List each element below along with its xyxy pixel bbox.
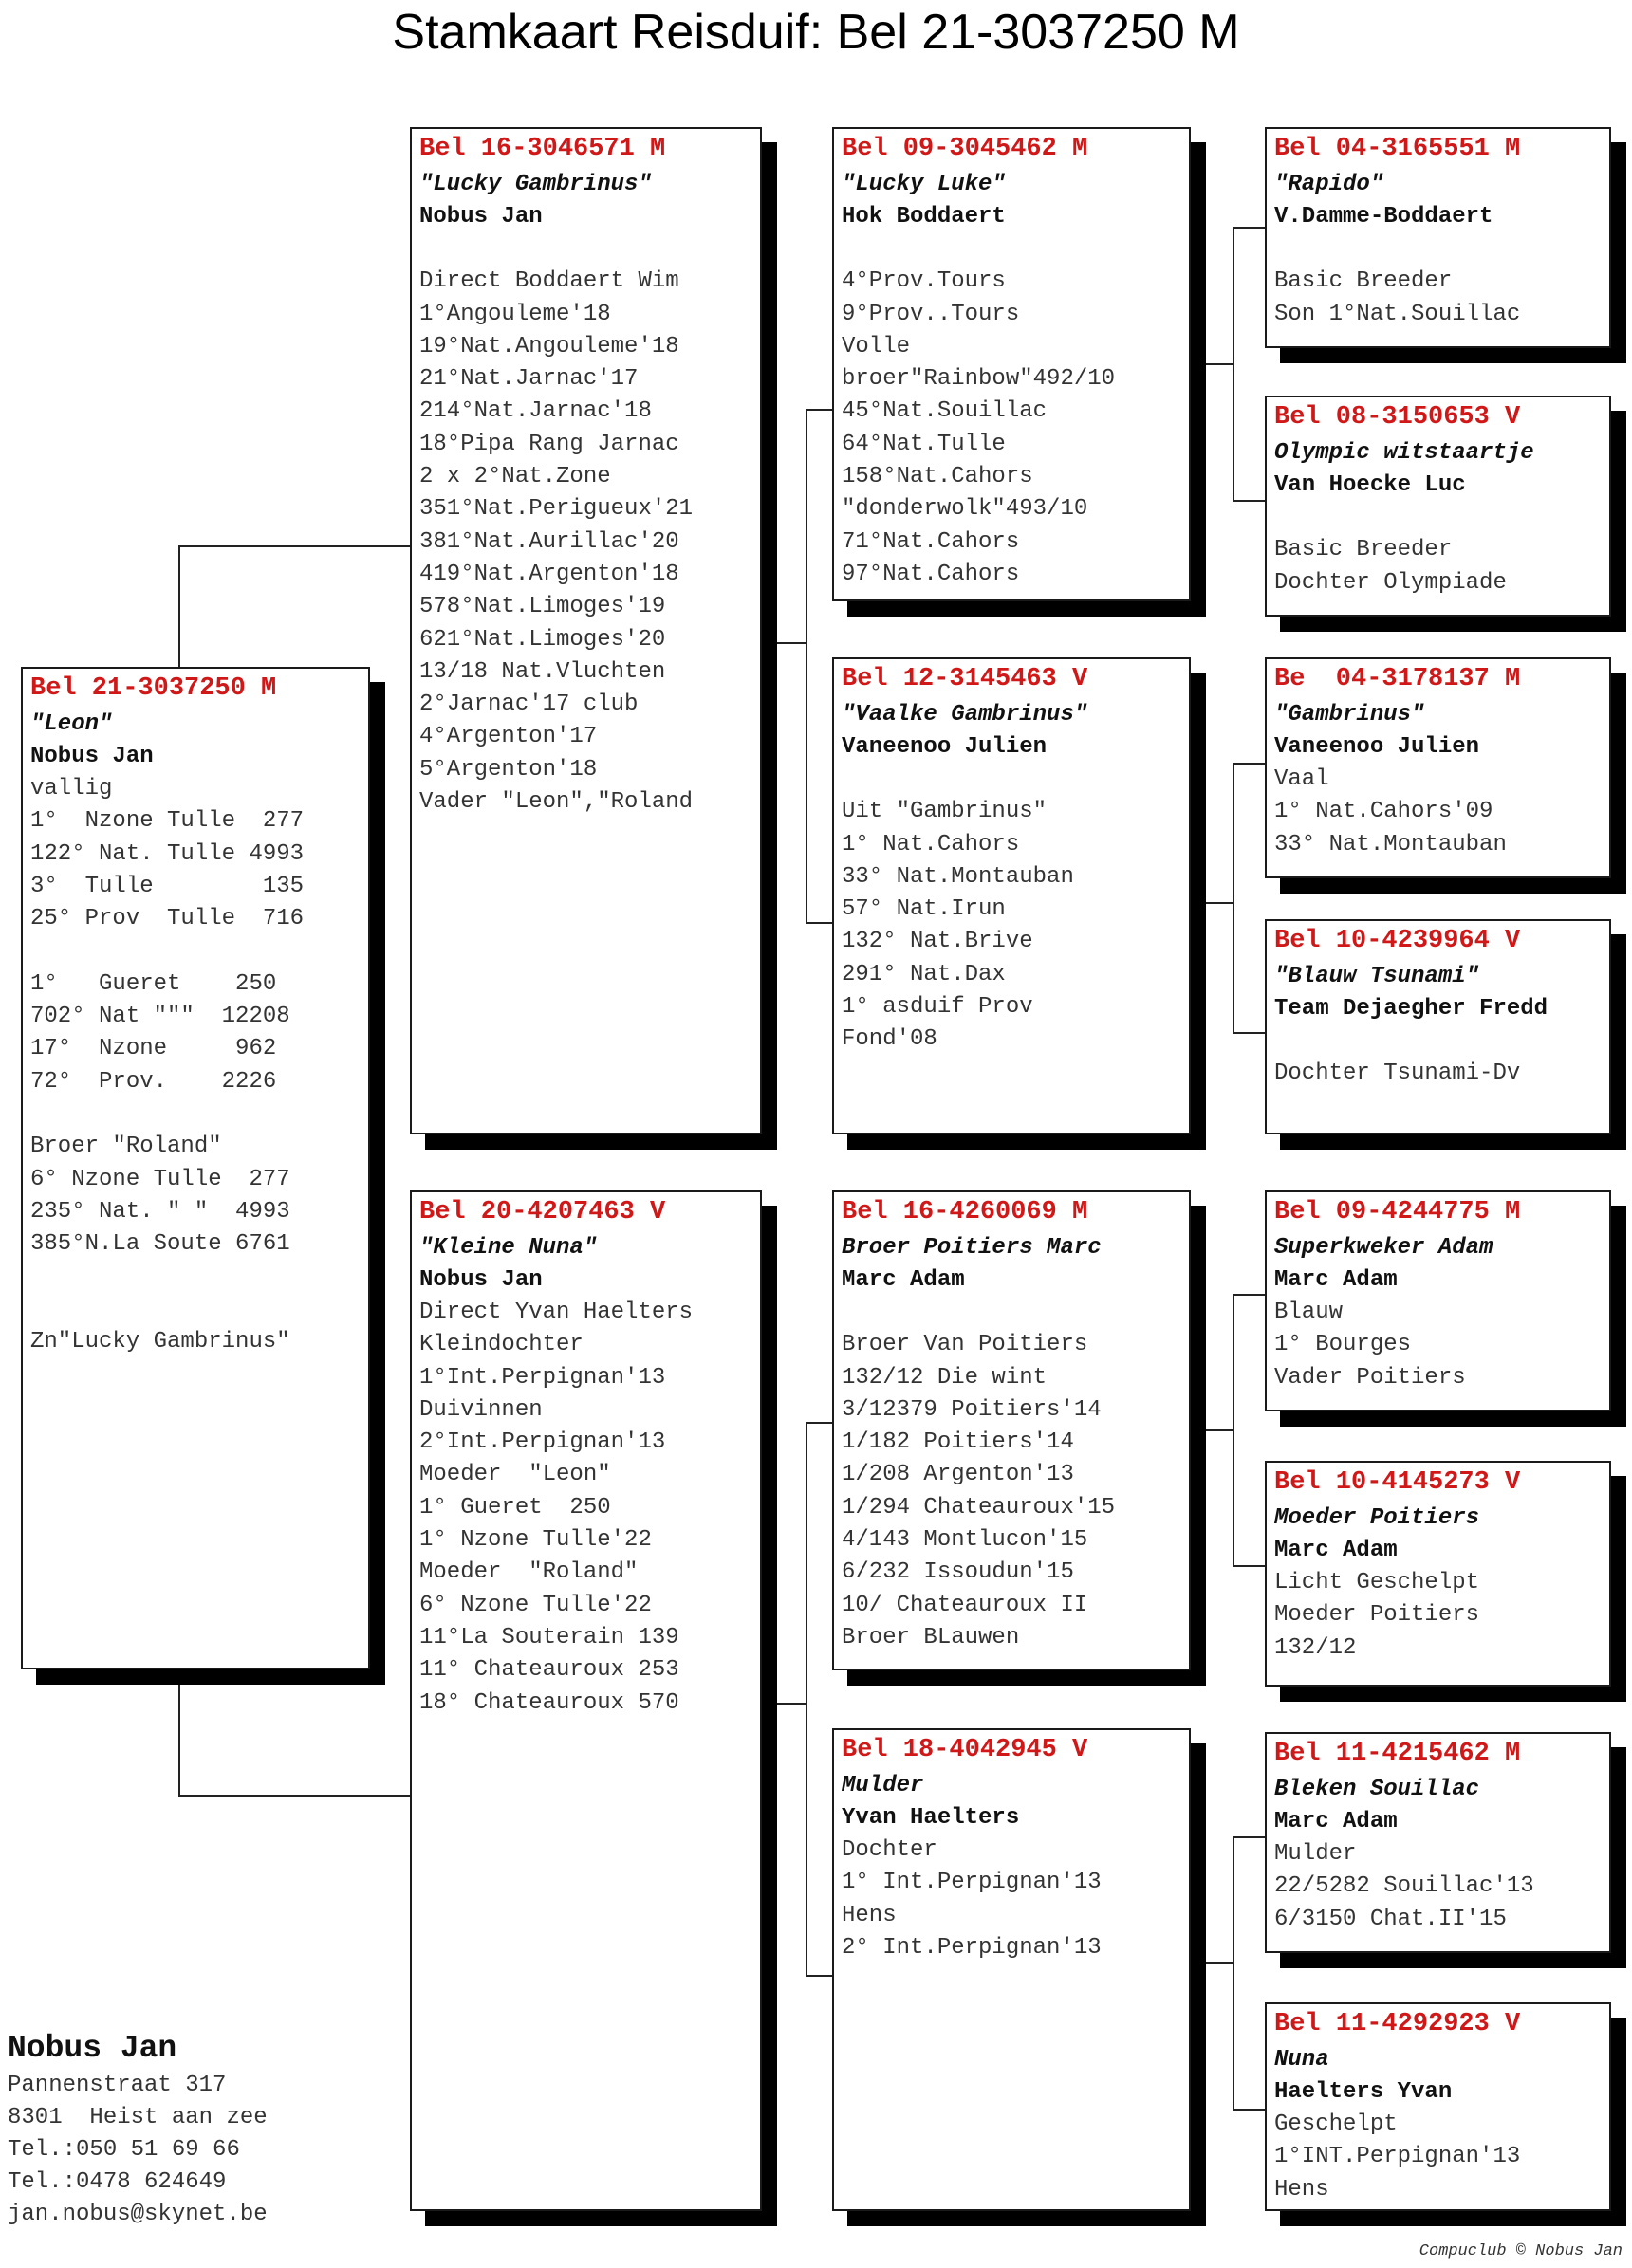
result-line: 1° Nzone Tulle'22 [419, 1527, 652, 1554]
ring-number: Bel 12-3145463 V [842, 665, 1088, 693]
result-line: Licht Geschelpt [1274, 1570, 1480, 1595]
result-line: Broer BLauwen [842, 1624, 1020, 1650]
result-line: Hens [842, 1902, 897, 1928]
ring-number: Bel 11-4215462 M [1274, 1740, 1521, 1768]
owner-name: Marc Adam [842, 1267, 965, 1293]
result-lines [1274, 1838, 1602, 1936]
result-line: Vader Poitiers [1274, 1364, 1466, 1391]
ring-number: Bel 11-4292923 V [1274, 2010, 1521, 2038]
result-line: Vaal [1274, 766, 1329, 792]
pigeon-card-gg5 [1265, 1190, 1611, 1411]
result-line [842, 764, 1181, 796]
pigeon-name: "Gambrinus" [1274, 702, 1425, 728]
owner-name: V.Damme-Boddaert [1274, 204, 1493, 230]
result-lines [30, 773, 361, 1358]
result-lines [1274, 502, 1602, 599]
pigeon-name: Mulder [842, 1773, 924, 1798]
result-line: 11° Chateauroux 253 [419, 1657, 679, 1684]
result-line: 385°N.La Soute 6761 [30, 1231, 290, 1258]
result-line: 621°Nat.Limoges'20 [419, 626, 666, 653]
connector-gg1 [1191, 228, 1265, 364]
owner-name: Vaneenoo Julien [1274, 734, 1480, 760]
pigeon-name: "Lucky Luke" [842, 172, 1006, 197]
ring-number: Bel 16-4260069 M [842, 1198, 1088, 1226]
connector-gg5 [1191, 1295, 1265, 1430]
pigeon-name: Bleken Souillac [1274, 1777, 1480, 1802]
pigeon-name: "Lucky Gambrinus" [419, 172, 652, 197]
result-line: 381°Nat.Aurillac'20 [419, 528, 679, 555]
result-line [30, 1098, 361, 1131]
pigeon-card-granddam-maternal [832, 1728, 1191, 2211]
breeder-name: Nobus Jan [8, 2031, 177, 2066]
result-line [30, 1294, 361, 1326]
result-line: 6/232 Issoudun'15 [842, 1559, 1074, 1586]
result-line: Basic Breeder [1274, 268, 1453, 295]
result-line: 1° Int.Perpignan'13 [842, 1870, 1102, 1896]
owner-name: Marc Adam [1274, 1267, 1398, 1293]
connector-dam-granddam [807, 1704, 832, 1976]
result-line: 1/182 Poitiers'14 [842, 1429, 1074, 1456]
result-lines [1274, 1297, 1602, 1394]
result-line: 2°Jarnac'17 club [419, 691, 639, 718]
result-line: 1/208 Argenton'13 [842, 1462, 1074, 1488]
connector-gg3 [1191, 764, 1265, 903]
result-line: vallig [30, 776, 113, 802]
pigeon-name: Olympic witstaartje [1274, 440, 1534, 466]
owner-name: Hok Boddaert [842, 204, 1006, 230]
connector-gg7 [1191, 1837, 1265, 1963]
result-line: 1°INT.Perpignan'13 [1274, 2144, 1521, 2170]
connector-sire-granddam [807, 643, 832, 923]
pigeon-name: "Rapido" [1274, 172, 1384, 197]
result-lines [842, 233, 1181, 591]
result-line: 33° Nat.Montauban [842, 863, 1074, 890]
ring-number: Bel 09-3045462 M [842, 135, 1088, 163]
pigeon-card-sire [410, 127, 762, 1134]
result-line: Moeder "Roland" [419, 1559, 639, 1586]
connector-gg6 [1233, 1430, 1265, 1566]
owner-name: Nobus Jan [419, 1267, 543, 1293]
breeder-mobile: Tel.:0478 624649 [8, 2169, 227, 2195]
result-line [842, 233, 1181, 266]
result-line: 4°Argenton'17 [419, 724, 598, 750]
pigeon-name: Moeder Poitiers [1274, 1505, 1480, 1531]
pigeon-name: Broer Poitiers Marc [842, 1235, 1102, 1261]
result-line: 132° Nat.Brive [842, 929, 1033, 955]
result-line: 3° Tulle 135 [30, 873, 305, 899]
ring-number: Bel 21-3037250 M [30, 674, 277, 703]
result-line: Duivinnen [419, 1396, 543, 1423]
result-line: 1/294 Chateauroux'15 [842, 1494, 1116, 1521]
result-line: Hens [1274, 2176, 1329, 2203]
result-line: 25° Prov Tulle 716 [30, 906, 305, 932]
result-line: 64°Nat.Tulle [842, 431, 1006, 457]
pigeon-card-gg8 [1265, 2002, 1611, 2211]
pigeon-card-dam [410, 1190, 762, 2211]
pigeon-card-grandsire-paternal [832, 127, 1191, 601]
result-line: Kleindochter [419, 1332, 584, 1358]
result-line: 5°Argenton'18 [419, 756, 598, 783]
result-line: 97°Nat.Cahors [842, 561, 1020, 587]
result-line [1274, 502, 1602, 534]
pigeon-card-gg4 [1265, 919, 1611, 1134]
result-line: 214°Nat.Jarnac'18 [419, 398, 652, 425]
result-line: Dochter Tsunami-Dv [1274, 1060, 1521, 1087]
result-line: Geschelpt [1274, 2111, 1398, 2137]
result-line: Dochter [842, 1837, 937, 1863]
result-line: 132/12 Die wint [842, 1364, 1048, 1391]
owner-name: Marc Adam [1274, 1809, 1398, 1835]
result-line: 2° Int.Perpignan'13 [842, 1934, 1102, 1961]
breeder-address: Pannenstraat 317 [8, 2073, 227, 2098]
owner-name: Haelters Yvan [1274, 2079, 1453, 2105]
result-line: 1° Nzone Tulle 277 [30, 808, 305, 835]
result-line: 291° Nat.Dax [842, 961, 1006, 987]
result-line: 1° Nat.Cahors'09 [1274, 799, 1493, 825]
result-line: 235° Nat. " " 4993 [30, 1198, 290, 1225]
result-line: Dochter Olympiade [1274, 569, 1507, 596]
result-line: Son 1°Nat.Souillac [1274, 301, 1521, 327]
result-line: 18° Chateauroux 570 [419, 1689, 679, 1716]
result-lines [1274, 233, 1602, 331]
breeder-city: 8301 Heist aan zee [8, 2105, 268, 2130]
result-line: 18°Pipa Rang Jarnac [419, 431, 679, 457]
result-line [419, 233, 752, 266]
result-line: 6° Nzone Tulle'22 [419, 1592, 652, 1618]
result-line [1274, 233, 1602, 266]
pigeon-card-gg7 [1265, 1732, 1611, 1953]
result-line: Basic Breeder [1274, 537, 1453, 563]
breeder-phone: Tel.:050 51 69 66 [8, 2137, 240, 2163]
result-line: 158°Nat.Cahors [842, 464, 1033, 490]
result-line: Uit "Gambrinus" [842, 799, 1048, 825]
result-line: 351°Nat.Perigueux'21 [419, 496, 694, 523]
result-lines [1274, 764, 1602, 861]
pigeon-card-grandsire-maternal [832, 1190, 1191, 1670]
result-line: Zn"Lucky Gambrinus" [30, 1329, 290, 1355]
result-line: 11°La Souterain 139 [419, 1624, 679, 1650]
pigeon-name: "Blauw Tsunami" [1274, 964, 1480, 989]
ring-number: Bel 18-4042945 V [842, 1736, 1088, 1764]
result-lines [842, 1835, 1181, 1964]
pigeon-name: "Leon" [30, 711, 113, 737]
connector-subject-dam [179, 1669, 410, 1796]
result-lines [842, 764, 1181, 1057]
ring-number: Bel 09-4244775 M [1274, 1198, 1521, 1226]
result-line: Direct Yvan Haelters [419, 1300, 694, 1325]
page-title: Stamkaart Reisduif: Bel 21-3037250 M [392, 5, 1240, 60]
result-line: 1°Int.Perpignan'13 [419, 1364, 666, 1391]
owner-name: Nobus Jan [419, 204, 543, 230]
result-line: "donderwolk"493/10 [842, 496, 1088, 523]
owner-name: Yvan Haelters [842, 1805, 1020, 1831]
result-line: 71°Nat.Cahors [842, 528, 1020, 555]
ring-number: Bel 04-3165551 M [1274, 135, 1521, 163]
result-lines [1274, 2109, 1602, 2206]
result-line: 4/143 Montlucon'15 [842, 1527, 1088, 1554]
result-line: 6/3150 Chat.II'15 [1274, 1906, 1507, 1932]
result-line: 57° Nat.Irun [842, 896, 1006, 923]
pigeon-card-gg6 [1265, 1461, 1611, 1687]
ring-number: Bel 20-4207463 V [419, 1198, 666, 1226]
breeder-email[interactable]: jan.nobus@skynet.be [8, 2202, 268, 2227]
result-line: 13/18 Nat.Vluchten [419, 658, 666, 685]
result-line: 33° Nat.Montauban [1274, 831, 1507, 857]
result-line: 6° Nzone Tulle 277 [30, 1166, 290, 1192]
result-line: Fond'08 [842, 1026, 937, 1053]
result-line: 22/5282 Souillac'13 [1274, 1873, 1534, 1900]
result-line: Direct Boddaert Wim [419, 268, 679, 295]
pigeon-name: "Kleine Nuna" [419, 1235, 598, 1261]
connector-sire-grandsire [762, 410, 832, 643]
connector-subject-sire [179, 546, 410, 667]
pigeon-name: Superkweker Adam [1274, 1235, 1493, 1261]
result-lines [1274, 1025, 1602, 1091]
breeder-contact [8, 2028, 268, 2231]
ring-number: Bel 10-4239964 V [1274, 927, 1521, 955]
copyright-notice: Compuclub © Nobus Jan [1419, 2242, 1623, 2260]
result-line: Blauw [1274, 1300, 1344, 1325]
ring-number: Bel 16-3046571 M [419, 135, 666, 163]
result-line: 1°Angouleme'18 [419, 301, 611, 327]
result-line: Vader "Leon","Roland [419, 789, 694, 816]
result-line: 19°Nat.Angouleme'18 [419, 333, 679, 360]
ring-number: Bel 08-3150653 V [1274, 403, 1521, 432]
connector-gg2 [1233, 364, 1265, 501]
result-lines [419, 233, 752, 819]
result-line: Moeder "Leon" [419, 1462, 611, 1488]
pigeon-card-granddam-paternal [832, 657, 1191, 1134]
result-line: 702° Nat """ 12208 [30, 1004, 290, 1030]
connector-gg8 [1233, 1963, 1265, 2110]
result-line: 578°Nat.Limoges'19 [419, 594, 666, 620]
owner-name: Van Hoecke Luc [1274, 472, 1466, 498]
result-line [1274, 1025, 1602, 1058]
result-line: 2°Int.Perpignan'13 [419, 1429, 666, 1456]
result-line: 1° Bourges [1274, 1332, 1412, 1358]
result-line: 1° Nat.Cahors [842, 831, 1020, 857]
owner-name: Vaneenoo Julien [842, 734, 1048, 760]
result-line: 21°Nat.Jarnac'17 [419, 366, 639, 393]
result-line [842, 1297, 1181, 1329]
result-line: 1° Gueret 250 [30, 970, 277, 997]
pigeon-card-subject [21, 667, 370, 1669]
owner-name: Nobus Jan [30, 744, 154, 769]
result-lines [1274, 1567, 1602, 1665]
owner-name: Marc Adam [1274, 1538, 1398, 1563]
pigeon-name: "Vaalke Gambrinus" [842, 702, 1088, 728]
result-line: Moeder Poitiers [1274, 1602, 1480, 1629]
result-lines [842, 1297, 1181, 1654]
ring-number: Be 04-3178137 M [1274, 665, 1521, 693]
result-lines [419, 1297, 752, 1720]
pigeon-card-gg3 [1265, 657, 1611, 878]
result-line: 3/12379 Poitiers'14 [842, 1396, 1102, 1423]
result-line: Broer Van Poitiers [842, 1332, 1088, 1358]
result-line: 122° Nat. Tulle 4993 [30, 840, 305, 867]
result-line: 1° asduif Prov [842, 994, 1033, 1021]
result-line: 45°Nat.Souillac [842, 398, 1048, 425]
pigeon-name: Nuna [1274, 2047, 1329, 2073]
connector-gg4 [1233, 903, 1265, 1033]
result-line: Broer "Roland" [30, 1134, 222, 1160]
result-line: 2 x 2°Nat.Zone [419, 464, 611, 490]
result-line: 1° Gueret 250 [419, 1494, 611, 1521]
pigeon-card-gg1 [1265, 127, 1611, 348]
pigeon-card-gg2 [1265, 396, 1611, 617]
result-line: broer"Rainbow"492/10 [842, 366, 1116, 393]
result-line: Mulder [1274, 1841, 1357, 1867]
result-line: 72° Prov. 2226 [30, 1068, 277, 1095]
owner-name: Team Dejaegher Fredd [1274, 996, 1549, 1022]
result-line: 132/12 [1274, 1634, 1357, 1661]
result-line: 17° Nzone 962 [30, 1036, 277, 1062]
result-line [30, 1261, 361, 1293]
result-line: 10/ Chateauroux II [842, 1592, 1088, 1618]
result-line: 4°Prov.Tours [842, 268, 1006, 295]
result-line: 419°Nat.Argenton'18 [419, 561, 679, 587]
result-line [30, 935, 361, 968]
ring-number: Bel 10-4145273 V [1274, 1468, 1521, 1497]
result-line: 9°Prov..Tours [842, 301, 1020, 327]
connector-dam-grandsire [762, 1423, 832, 1704]
result-line: Volle [842, 333, 911, 360]
